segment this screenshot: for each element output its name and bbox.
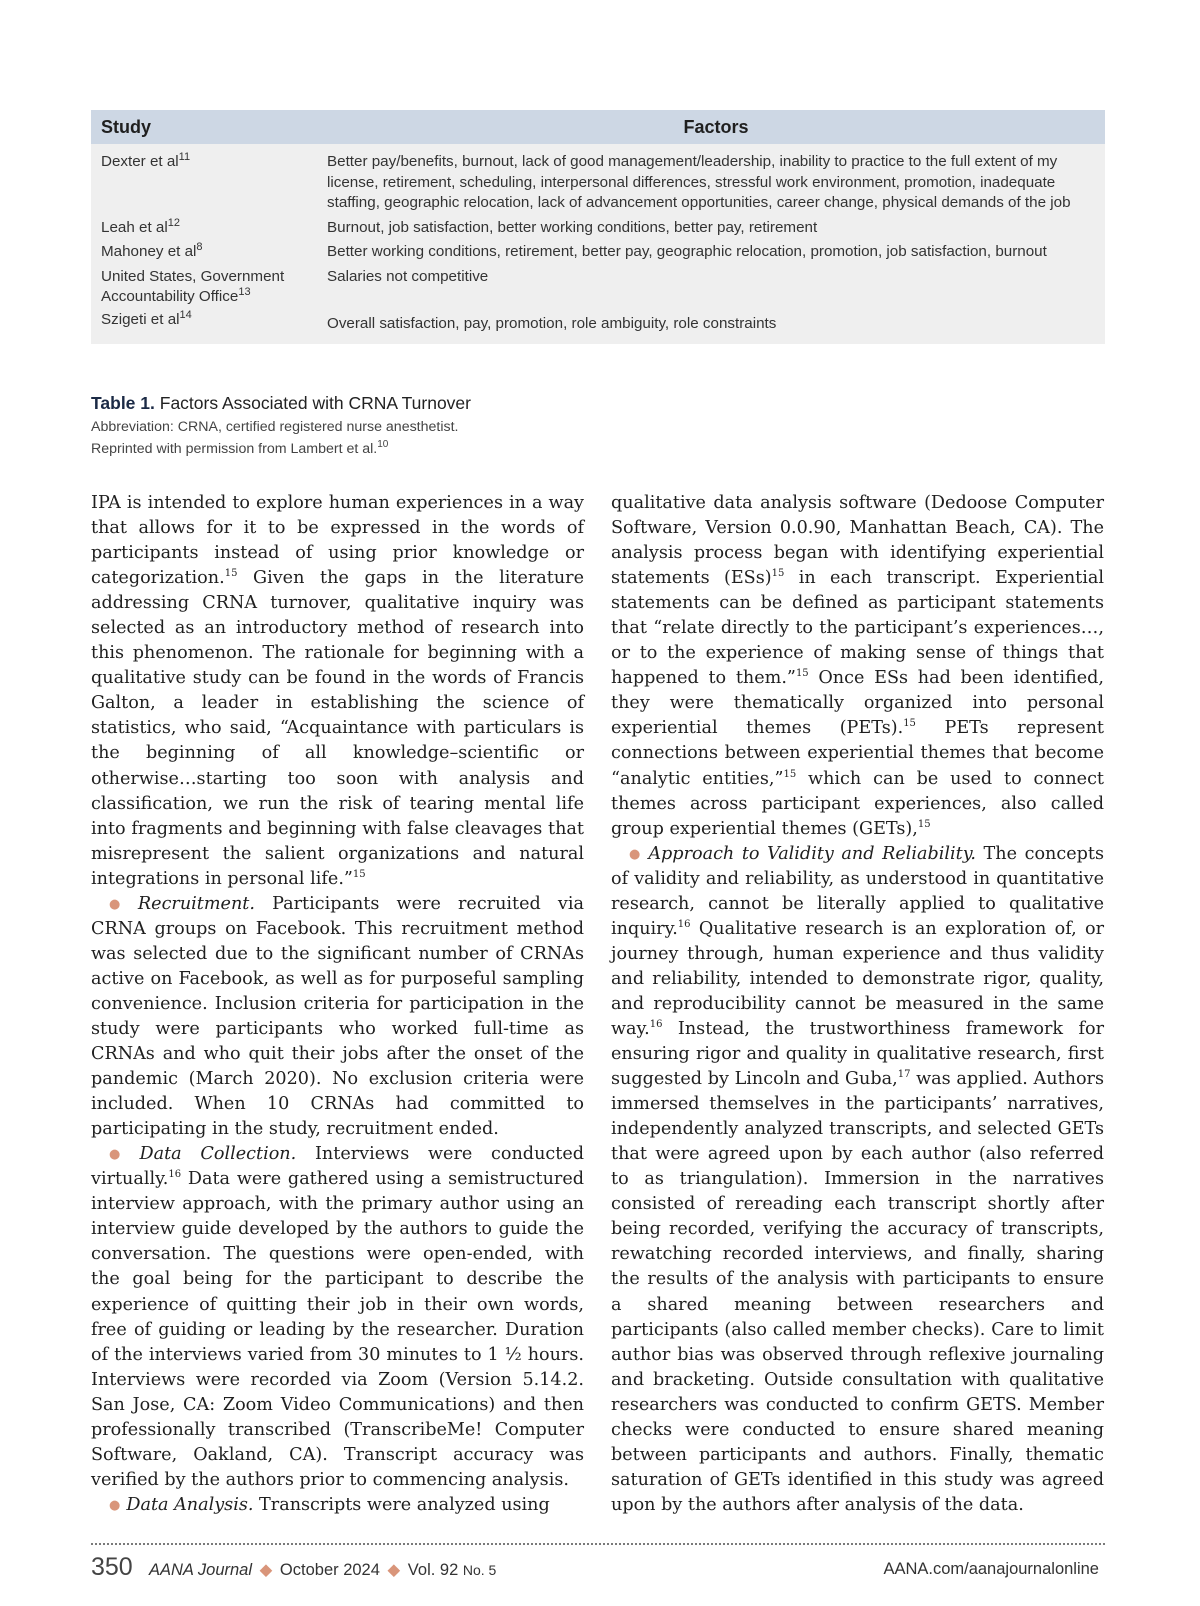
caption-abbreviation: Abbreviation: CRNA, certified registered nurse anesthetist. — [91, 419, 459, 435]
bullet-icon: ● — [109, 896, 132, 912]
table-caption — [91, 393, 471, 460]
bullet-icon: ● — [629, 846, 643, 862]
factors-cell: Salaries not competitive — [327, 267, 489, 285]
study-cell: Leah et $al^{12}$ — [101, 216, 180, 236]
table-row — [91, 263, 1105, 308]
header-study: Study — [101, 116, 152, 137]
journal-info — [149, 1560, 496, 1580]
recruitment-paragraph: ● Recruitment. Participants were recruited via CRNA groups on Facebook. This recruitment method was selected due to the significant number of CRNAs active on Facebook, as well as for purposeful sampling convenience. Inclusion criteria for participation in the study were participants who worked full-time as CRNAs and who quit their jobs after the onset of the pandemic (March 2020). No exclusion criteria were included. When 10 CRNAs had committed to participating in the study, recruitment ended. — [91, 893, 584, 1140]
factors-cell: Overall satisfaction, pay, promotion, role ambiguity, role constraints — [327, 314, 777, 332]
diamond-icon: ◆ — [387, 1561, 401, 1579]
issue-number: No. 5 — [462, 1562, 497, 1578]
footer-divider — [91, 1543, 1105, 1545]
right-column — [611, 491, 1104, 1518]
caption-reprint: Reprinted with permission from Lambert et al.$^{10}$ — [91, 439, 389, 457]
issue-date: October 2024 — [279, 1561, 380, 1579]
journal-url[interactable]: AANA.com/aanajournalonline — [883, 1560, 1099, 1578]
validity-paragraph: ● Approach to Validity and Reliability. The concepts of validity and reliability, as understood in quantitative research, cannot be literally applied to qualitative inquiry.$^{16}$ Qualitative research is an exploration of, or journey through, human experience and thus validity and reliability, intended to demonstrate rigor, quality, and reproducibility cannot be measured in the same way.$^{16}$ Instead, the trustworthiness framework for ensuring rigor and quality in qualitative research, first suggested by Lincoln and Guba,$^{17}$ was applied. Authors immersed themselves in the participants’ narratives, independently analyzed transcripts, and selected GETs that were agreed upon by each author (also referred to as triangulation). Immersion in the narratives consisted of rereading each transcript shortly after being recorded, verifying the accuracy of transcripts, rewatching recorded interviews, and finally, sharing the results of the analysis with participants to ensure a shared meaning between researchers and participants (also called member checks). Care to limit author bias was observed through reflexive journaling and bracketing. Outside consultation with qualitative researchers was conducted to confirm GETS. Member checks were conducted to ensure shared meaning between participants and authors. Finally, thematic saturation of GETs identified in this study was agreed upon by the authors after analysis of the data. — [611, 843, 1104, 1515]
caption-label: Table 1. — [91, 393, 155, 413]
analysis-continued-paragraph: qualitative data analysis software (Dedoose Computer Software, Version 0.0.90, Manhattan Beach, CA). The analysis process began with identifying experiential statements (ESs)$^{15}$ in each transcript. Experiential statements can be defined as participant statements that “relate directly to the participant’s experiences…, or to the experience of making sense of things that happened to them.”$^{15}$ Once ESs had been identified, they were thematically organized into personal experiential themes (PETs).$^{15}$ PETs represent connections between experiential themes that become “analytic entities,”$^{15}$ which can be used to connect themes across participant experiences, also called group experiential themes (GETs),$^{15}$ — [611, 493, 1105, 839]
bullet-icon: ● — [109, 1497, 121, 1513]
factors-cell: Burnout, job satisfaction, better working conditions, better pay, retirement — [327, 218, 818, 236]
table-header — [91, 110, 1105, 144]
table-row — [91, 238, 1105, 263]
factors-cell: Better pay/benefits, burnout, lack of good management/leadership, inability to practice to the full extent of my license, retirement, scheduling, interpersonal differences, stressful work environment, promotion, inadequate staffing, geographic relocation, lack of advancement opportunities, career change, physical demands of the job — [327, 153, 1071, 211]
intro-paragraph: IPA is intended to explore human experiences in a way that allows for it to be expressed in the words of participants instead of using prior knowledge or categorization.$^{15}$ Given the gaps in the literature addressing CRNA turnover, qualitative inquiry was selected as an introductory method of research into this phenomenon. The rationale for beginning with a qualitative study can be found in the words of Francis Galton, a leader in establishing the science of statistics, who said, “Acquaintance with particulars is the beginning of all knowledge–scientific or otherwise…starting too soon with analysis and classification, we run the risk of tearing mental life into fragments and beginning with false cleavages that misrepresent the salient organizations and natural integrations in personal life.”$^{15}$ — [91, 493, 584, 889]
study-cell: United States, Government Accountability Office$^{13}$ — [101, 267, 285, 305]
study-cell: Mahoney et $al^8$ — [101, 241, 203, 260]
study-cell: Szigeti et $al^{14}$ — [101, 308, 192, 328]
page-footer — [91, 1553, 1105, 1585]
page-number: 350 — [91, 1553, 133, 1581]
factors-table — [91, 110, 1105, 344]
table-row — [91, 308, 1105, 345]
table-row — [91, 214, 1105, 239]
journal-name: AANA Journal — [149, 1561, 253, 1579]
volume: Vol. 92 — [407, 1561, 459, 1579]
study-cell: Dexter et $al^{11}$ — [101, 151, 191, 170]
left-column — [91, 491, 584, 1518]
bullet-icon: ● — [109, 1147, 134, 1163]
header-factors: Factors — [683, 116, 749, 137]
factors-cell: Better working conditions, retirement, better pay, geographic relocation, promotion, job satisfaction, burnout — [327, 243, 1047, 260]
data-analysis-paragraph: ● Data Analysis. Transcripts were analyzed using — [109, 1494, 550, 1515]
diamond-icon: ◆ — [259, 1561, 273, 1579]
table-row — [91, 144, 1105, 214]
caption-title: Factors Associated with CRNA Turnover — [159, 393, 471, 413]
data-collection-paragraph: ● Data Collection. Interviews were conducted virtually.$^{16}$ Data were gathered using a semistructured interview approach, with the primary author using an interview guide developed by the authors to guide the conversation. The questions were open-ended, with the goal being for the participant to describe the experience of quitting their job in their own words, free of guiding or leading by the researcher. Duration of the interviews varied from 30 minutes to 1 ½ hours. Interviews were recorded via Zoom (Version 5.14.2. San Jose, CA: Zoom Video Communications) and then professionally transcribed (TranscribeMe! Computer Software, Oakland, CA). Transcript accuracy was verified by the authors prior to commencing analysis. — [91, 1144, 584, 1490]
